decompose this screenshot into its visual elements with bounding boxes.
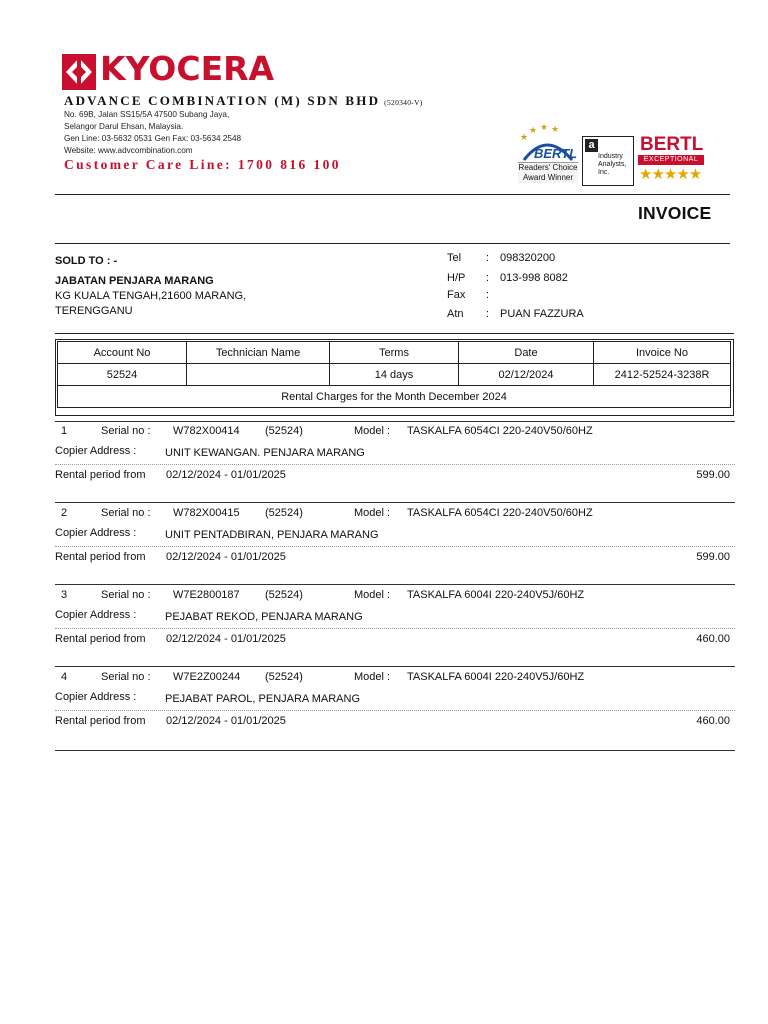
atn-value: PUAN FAZZURA: [500, 308, 584, 320]
rental-period-value: 02/12/2024 - 01/01/2025: [166, 551, 286, 563]
sold-to-divider: [55, 333, 734, 334]
sold-to-label: SOLD TO : -: [55, 255, 118, 267]
customer-name: JABATAN PENJARA MARANG: [55, 275, 214, 287]
items-end-divider: [55, 750, 735, 751]
serial-label: Serial no :: [101, 425, 151, 437]
rental-period-value: 02/12/2024 - 01/01/2025: [166, 633, 286, 645]
customer-care-line: Customer Care Line: 1700 816 100: [64, 157, 341, 172]
table-bottom-divider: [55, 421, 735, 422]
item-number: 2: [61, 507, 68, 519]
hp-value: 013-998 8082: [500, 272, 568, 284]
svg-text:★: ★: [520, 132, 529, 142]
bertl-exceptional-title: BERTL: [640, 134, 704, 155]
header-date: Date: [459, 342, 594, 364]
model-value: TASKALFA 6004I 220-240V5J/60HZ: [407, 671, 585, 683]
company-name: ADVANCE COMBINATION (M) SDN BHD (520340-V): [64, 93, 423, 108]
serial-value: W7E2Z00244: [173, 671, 241, 683]
kyocera-logo-icon: [62, 54, 96, 90]
item-amount: 599.00: [696, 551, 730, 563]
title-divider: [55, 243, 730, 244]
item-amount: 460.00: [696, 633, 730, 645]
model-label: Model :: [354, 589, 391, 601]
table-header-row: [58, 342, 731, 364]
header-divider: [55, 194, 730, 195]
copier-address-value: PEJABAT REKOD, PENJARA MARANG: [165, 611, 363, 623]
rental-period-label: Rental period from: [55, 633, 146, 645]
svg-text:★: ★: [540, 124, 549, 132]
serial-label: Serial no :: [101, 589, 151, 601]
item-divider: [55, 502, 735, 503]
five-stars-icon: ★★★★★: [639, 166, 702, 183]
company-address-line: Selangor Darul Ehsan, Malaysia.: [64, 122, 184, 131]
tel-label: Tel: [447, 252, 462, 264]
hp-sep: :: [486, 272, 490, 284]
header-account-no: Account No: [58, 342, 187, 364]
fax-sep: :: [486, 289, 490, 301]
item-amount: 599.00: [696, 469, 730, 481]
model-label: Model :: [354, 507, 391, 519]
item-dotted-divider: [55, 628, 735, 629]
rental-period-value: 02/12/2024 - 01/01/2025: [166, 715, 286, 727]
atn-sep: :: [486, 308, 490, 320]
serial-value: W782X00415: [173, 507, 240, 519]
svg-text:★: ★: [551, 124, 560, 134]
item-divider: [55, 584, 735, 585]
company-phone-line: Gen Line: 03-5632 0531 Gen Fax: 03-5634 2548: [64, 134, 242, 143]
industry-analysts-logo-icon: a: [585, 139, 598, 152]
bertl-exceptional-badge: [638, 134, 704, 188]
customer-address-line: TERENGGANU: [55, 305, 133, 317]
item-account: (52524): [265, 425, 303, 437]
fax-label: Fax: [447, 289, 466, 301]
model-label: Model :: [354, 425, 391, 437]
company-website: Website: www.advcombination.com: [64, 146, 193, 155]
terms-value: 14 days: [330, 364, 459, 386]
rental-charges-month: Rental Charges for the Month December 2024: [58, 386, 731, 408]
rental-period-label: Rental period from: [55, 469, 146, 481]
rental-period-label: Rental period from: [55, 715, 146, 727]
serial-value: W782X00414: [173, 425, 240, 437]
invoice-no-value: 2412-52524-3238R: [594, 364, 731, 386]
readers-choice-caption: Readers' Choice Award Winner: [518, 163, 578, 182]
rental-period-value: 02/12/2024 - 01/01/2025: [166, 469, 286, 481]
brand-name: KYOCERA: [100, 49, 275, 88]
customer-address-line: KG KUALA TENGAH,21600 MARANG,: [55, 290, 247, 302]
rental-period-label: Rental period from: [55, 551, 146, 563]
account-table: [57, 341, 731, 408]
bertl-readers-choice-badge: [516, 124, 578, 190]
serial-label: Serial no :: [101, 507, 151, 519]
copier-address-label: Copier Address :: [55, 609, 137, 621]
item-account: (52524): [265, 589, 303, 601]
item-number: 4: [61, 671, 68, 683]
serial-label: Serial no :: [101, 671, 151, 683]
model-value: TASKALFA 6004I 220-240V5J/60HZ: [407, 589, 585, 601]
serial-value: W7E2800187: [173, 589, 240, 601]
item-number: 1: [61, 425, 68, 437]
industry-analysts-text: Industry Analysts, Inc.: [598, 153, 627, 176]
item-dotted-divider: [55, 546, 735, 547]
item-account: (52524): [265, 507, 303, 519]
atn-label: Atn: [447, 308, 464, 320]
model-value: TASKALFA 6054CI 220-240V50/60HZ: [407, 425, 593, 437]
item-account: (52524): [265, 671, 303, 683]
table-row: [58, 364, 731, 386]
company-reg-no: (520340-V): [384, 98, 423, 107]
copier-address-value: PEJABAT PAROL, PENJARA MARANG: [165, 693, 360, 705]
item-dotted-divider: [55, 710, 735, 711]
industry-analysts-badge: [582, 136, 634, 186]
account-no-value: 52524: [58, 364, 187, 386]
header-invoice-no: Invoice No: [594, 342, 731, 364]
copier-address-value: UNIT PENTADBIRAN, PENJARA MARANG: [165, 529, 379, 541]
copier-address-label: Copier Address :: [55, 691, 137, 703]
item-number: 3: [61, 589, 68, 601]
company-address-line: No. 69B, Jalan SS15/5A 47500 Subang Jaya,: [64, 110, 230, 119]
model-value: TASKALFA 6054CI 220-240V50/60HZ: [407, 507, 593, 519]
bertl-badge-title: BERTL: [534, 146, 578, 161]
header-terms: Terms: [330, 342, 459, 364]
item-divider: [55, 666, 735, 667]
model-label: Model :: [354, 671, 391, 683]
header-technician-name: Technician Name: [187, 342, 330, 364]
hp-label: H/P: [447, 272, 466, 284]
copier-address-value: UNIT KEWANGAN. PENJARA MARANG: [165, 447, 365, 459]
item-dotted-divider: [55, 464, 735, 465]
document-title: INVOICE: [638, 203, 712, 223]
item-amount: 460.00: [696, 715, 730, 727]
copier-address-label: Copier Address :: [55, 527, 137, 539]
svg-text:★: ★: [529, 125, 538, 135]
bertl-exceptional-subtitle: EXCEPTIONAL: [638, 155, 704, 165]
tel-sep: :: [486, 252, 490, 264]
copier-address-label: Copier Address :: [55, 445, 137, 457]
tel-value: 098320200: [500, 252, 556, 264]
technician-name-value: [187, 364, 330, 386]
date-value: 02/12/2024: [459, 364, 594, 386]
